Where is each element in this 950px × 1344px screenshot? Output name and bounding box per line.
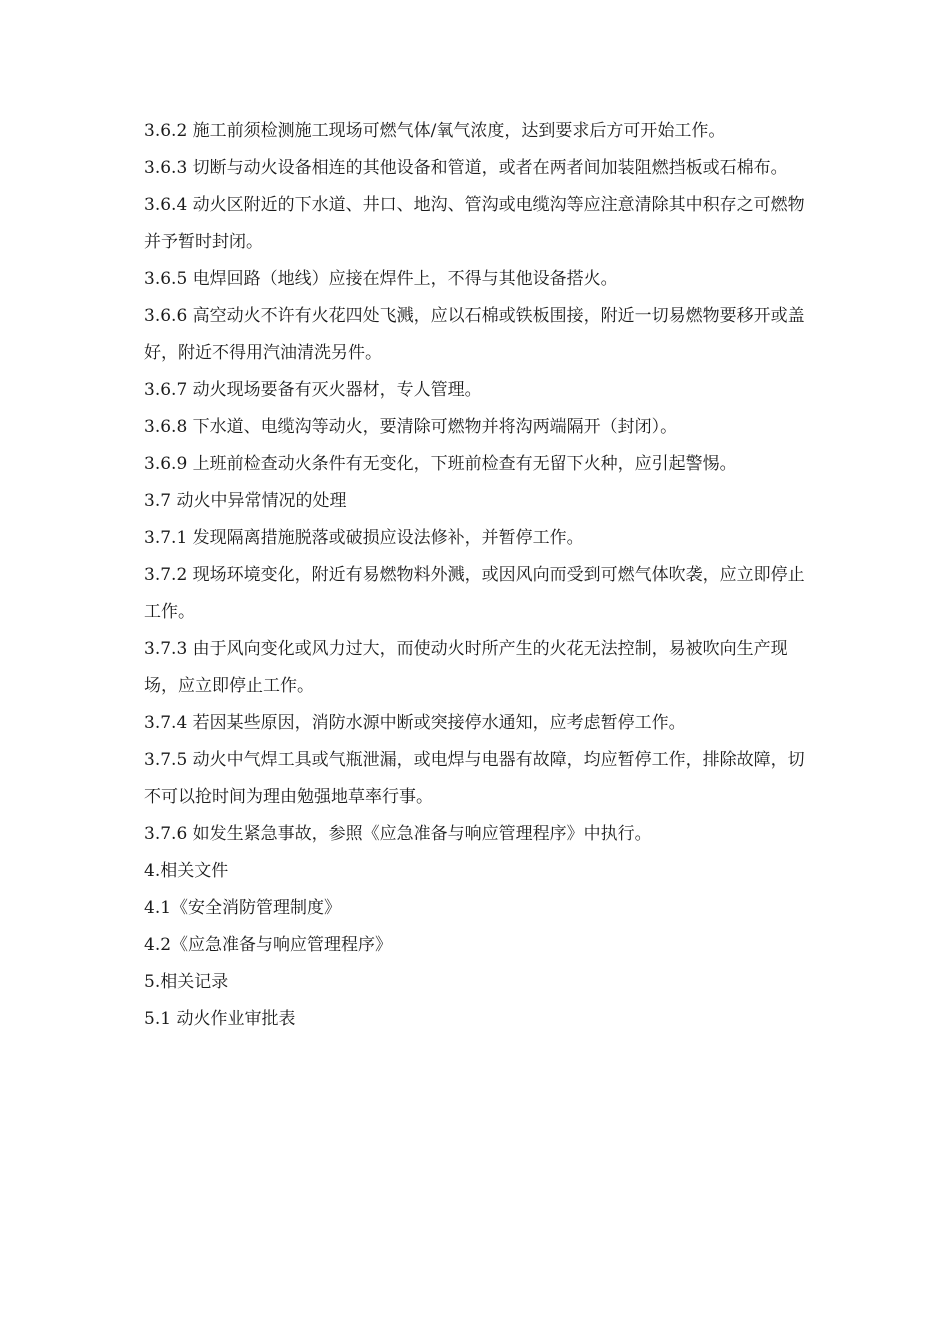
clause-3-6-2: 3.6.2 施工前须检测施工现场可燃气体/氧气浓度，达到要求后方可开始工作。	[144, 121, 726, 141]
document-body	[144, 113, 814, 1038]
clause-3-6-6: 3.6.6 高空动火不许有火花四处飞溅，应以石棉或铁板围接，附近一切易燃物要移开或盖好，附近不得用汽油清洗另件。	[144, 306, 805, 363]
clause-3-6-7: 3.6.7 动火现场要备有灭火器材，专人管理。	[144, 380, 482, 400]
clause-3-6-5: 3.6.5 电焊回路（地线）应接在焊件上，不得与其他设备搭火。	[144, 269, 618, 289]
clause-3-6-4: 3.6.4 动火区附近的下水道、井口、地沟、管沟或电缆沟等应注意清除其中积存之可燃物并予暂时封闭。	[144, 195, 805, 252]
section-heading-5: 5.相关记录	[144, 972, 229, 992]
clause-5-1: 5.1 动火作业审批表	[144, 1009, 296, 1029]
clause-3-7-6: 3.7.6 如发生紧急事故，参照《应急准备与响应管理程序》中执行。	[144, 824, 652, 844]
clause-3-6-8: 3.6.8 下水道、电缆沟等动火，要清除可燃物并将沟两端隔开（封闭）。	[144, 417, 678, 437]
section-heading-4: 4.相关文件	[144, 861, 229, 881]
clause-3-6-3: 3.6.3 切断与动火设备相连的其他设备和管道，或者在两者间加装阻燃挡板或石棉布。	[144, 158, 788, 178]
clause-4-1: 4.1《安全消防管理制度》	[144, 898, 342, 918]
clause-4-2: 4.2《应急准备与响应管理程序》	[144, 935, 393, 955]
clause-3-7-3: 3.7.3 由于风向变化或风力过大，而使动火时所产生的火花无法控制，易被吹向生产现场，应立即停止工作。	[144, 639, 788, 696]
clause-3-7-5: 3.7.5 动火中气焊工具或气瓶泄漏，或电焊与电器有故障，均应暂停工作，排除故障，切不可以抢时间为理由勉强地草率行事。	[144, 750, 805, 807]
clause-3-7-2: 3.7.2 现场环境变化，附近有易燃物料外溅，或因风向而受到可燃气体吹袭，应立即停止工作。	[144, 565, 805, 622]
clause-3-6-9: 3.6.9 上班前检查动火条件有无变化，下班前检查有无留下火种，应引起警惕。	[144, 454, 737, 474]
section-heading-3-7: 3.7 动火中异常情况的处理	[144, 491, 347, 511]
clause-3-7-4: 3.7.4 若因某些原因，消防水源中断或突接停水通知，应考虑暂停工作。	[144, 713, 686, 733]
clause-3-7-1: 3.7.1 发现隔离措施脱落或破损应设法修补，并暂停工作。	[144, 528, 584, 548]
